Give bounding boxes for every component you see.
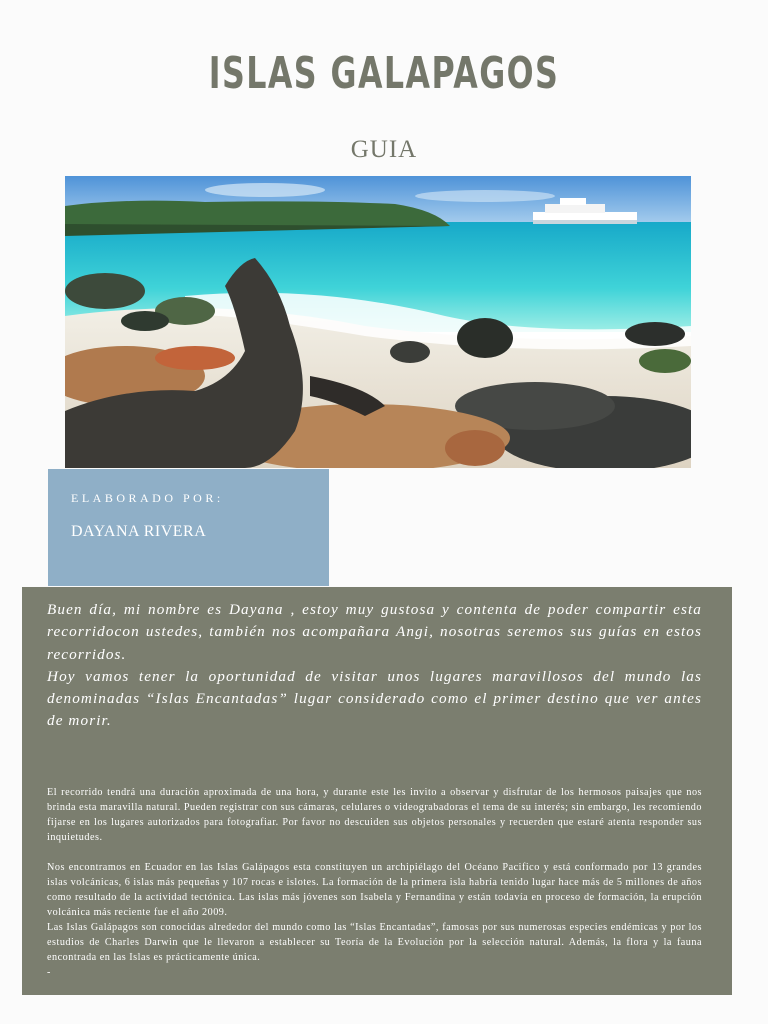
body-text xyxy=(47,785,702,980)
intro-paragraph: Hoy vamos tener la oportunidad de visitar unos lugares maravillosos del mundo las denominadas “Islas Encantadas” lugar considerado como el primer destino que ver antes de morir. xyxy=(47,667,702,730)
content-box xyxy=(22,587,732,995)
body-paragraph: El recorrido tendrá una duración aproximada de una hora, y durante este les invito a observar y disfrutar de los hermosos paisajes que nos brinda esta maravilla natural. Pueden registrar con sus cámaras, celulares o videograbadoras el tema de su interés; sin embargo, les recomiendo fijarse en los lugares autorizados para fotografiar. Por favor no descuiden sus objetos personales y recuerden que estaré atenta responder sus inquietudes. xyxy=(47,787,702,843)
page-title: ISLAS GALAPAGOS xyxy=(208,48,560,99)
author-label: ELABORADO POR: xyxy=(71,491,224,505)
intro-paragraph: Buen día, mi nombre es Dayana , estoy muy gustosa y contenta de poder compartir esta recorridocon ustedes, también nos acompañara Angi, nosotras seremos sus guías en estos recorridos. xyxy=(47,601,702,663)
body-paragraph: Nos encontramos en Ecuador en las Islas Galápagos esta constituyen un archipiélago del Océano Pacifico y está conformado por 13 grandes islas volcánicas, 6 islas más pequeñas y 107 rocas e islotes. La formación de la primera isla habría tenido lugar hace más de 5 millones de años como resultado de la actividad tectónica. Las islas más jóvenes son Isabela y Fernandina y están todavía en proceso de formación, la erupción volcánica más reciente fue el año 2009. xyxy=(47,862,702,918)
trailing-mark: - xyxy=(47,967,51,978)
author-box xyxy=(48,469,329,586)
intro-text xyxy=(47,599,702,733)
body-paragraph: Las Islas Galápagos son conocidas alrededor del mundo como las “Islas Encantadas”, famosas por sus numerosas especies endémicas y por los estudios de Charles Darwin que le llevaron a establecer su Teoría de la Evolución por la selección natural. Además, la flora y la fauna encontrada en las Islas es prácticamente única. xyxy=(47,922,702,963)
page-subtitle: GUIA xyxy=(350,136,418,163)
author-name: DAYANA RIVERA xyxy=(71,523,207,540)
hero-photo xyxy=(65,176,691,468)
sea-lion-beach-image xyxy=(65,176,691,468)
